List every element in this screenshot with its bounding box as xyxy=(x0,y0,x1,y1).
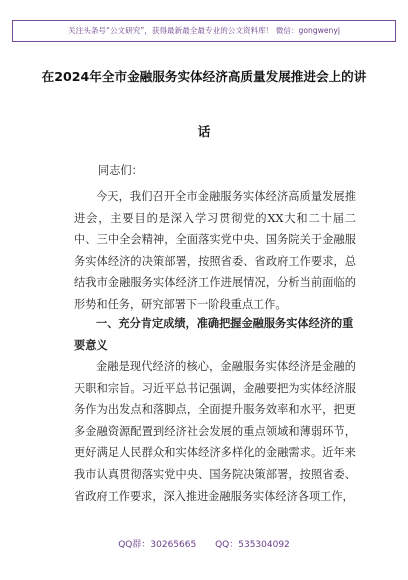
document-title-line-2: 话 xyxy=(197,124,211,139)
body-paragraph-intro xyxy=(74,186,356,316)
salutation: 同志们： xyxy=(98,164,143,177)
footer-contact xyxy=(0,537,408,550)
header-banner: 关注头条号“公文研究”，获得最新最全最专业的公文资料库！ 微信：gongwenyj xyxy=(12,20,396,42)
paragraph-text: 金融是现代经济的核心，金融服务实体经济是金融的天职和宗旨。习近平总书记强调，金融要把为实体经济服务作为出发点和落脚点，全面提升服务效率和水平，把更多金融资源配置到经济社会发展的重点领域和薄弱环节，更好满足人民群众和实体经济多样化的金融需求。近年来我市认真贯彻落实党中央、国务院决策部署，按照省委、省政府工作要求，深入推进金融服务实体经济各项工作， xyxy=(74,360,356,503)
paragraph-text: 今天，我们召开全市金融服务实体经济高质量发展推进会，主要目的是深入学习贯彻党的XX大和二十届二中、三中全会精神，全面落实党中央、国务院关于金融服务实体经济的决策部署，按照省委、省政府工作要求，总结我市金融服务实体经济工作进展情况，分析当前面临的形势和任务，研究部署下一阶段重点工作。 xyxy=(74,190,356,311)
document-title-line-1: 在2024年全市金融服务实体经济高质量发展推进会上的讲 xyxy=(41,69,367,84)
section-heading-1: 一、充分肯定成绩，准确把握金融服务实体经济的重要意义 xyxy=(74,316,354,352)
footer-qq-number: QQ：535304092 xyxy=(215,540,290,550)
body-paragraph-finance xyxy=(74,356,356,507)
footer-qq-group: QQ群：30265665 xyxy=(118,540,197,550)
